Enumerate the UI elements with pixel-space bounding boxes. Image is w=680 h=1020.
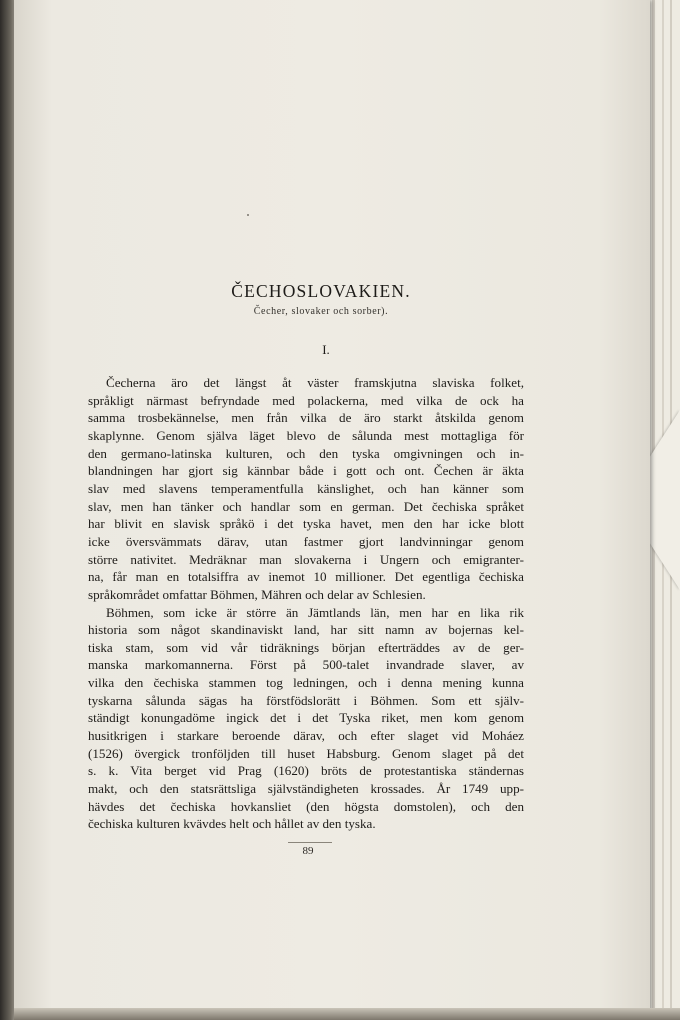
body-line: hävdes det čechiska hovkansliet (den högsta domstolen), och den — [88, 798, 524, 814]
body-line: har blivit en slavisk språkö i det tyska havet, men den har icke blott — [88, 516, 524, 532]
body-line: ständigt konungadöme ingick det i det Tyska riket, men kom genom — [88, 710, 524, 726]
body-line: vilka den čechiska stammen tog ledningen, och i denna mening kunna — [88, 675, 524, 690]
body-line: samma trosbekännelse, men från vilka de äro starkt åtskilda genom — [88, 410, 524, 426]
body-line: (1526) övergick tronföljden till huset Habsburg. Genom slaget på det — [88, 745, 524, 761]
body-line: makt, och den statsrättsliga självständigheten krossades. År 1749 upp- — [88, 781, 524, 796]
page-number-rule — [288, 842, 332, 843]
body-line: slav med slavens temperamentfulla känslighet, och han känner som — [88, 480, 524, 496]
paper-speck — [247, 214, 249, 216]
body-line: husitkrigen i starkare beroende därav, och efter slaget vid Moháez — [88, 728, 524, 743]
page-number: 89 — [302, 845, 314, 857]
body-line: språkligt närmast befryndade med polackerna, med vilka de ock ha — [88, 392, 524, 408]
book-page — [14, 0, 650, 1012]
body-line: den germano-latinska kulturen, och den tyska omgivningen och in- — [88, 445, 524, 461]
body-line: manska markomannerna. Först på 500-talet invandrade slaver, av — [88, 657, 524, 673]
body-line: blandningen har gjort sig kännbar både i gott och ont. Čechen är äkta — [88, 463, 524, 479]
body-line: čechiska kulturen kvävdes helt och hållet av den tyska. — [88, 816, 376, 832]
body-line: icke översvämmats därav, utan fastmer gjort landvinningar genom — [88, 533, 524, 549]
body-line: språkområdet omfattar Böhmen, Mähren och delar av Schlesien. — [88, 586, 426, 602]
chapter-subtitle: Čecher, slovaker och sorber). — [253, 306, 389, 317]
body-line: större nativitet. Medräknar man slovakerna i Ungern och emigranter- — [88, 551, 524, 567]
body-line: slav, men han tänker och handlar som en german. Det čechiska språket — [88, 498, 524, 514]
body-line: s. k. Vita berget vid Prag (1620) bröts de protestantiska ständernas — [88, 763, 524, 779]
body-line: historia som något skandinaviskt land, har sitt namn av bojernas kel- — [88, 622, 524, 638]
body-line: tiska stam, som vid vår tidräknings början efterträddes av de ger- — [88, 639, 524, 655]
section-number: I. — [322, 342, 330, 357]
body-line: na, får man en totalsiffra av inemot 10 millioner. Det egentliga čechiska — [88, 569, 524, 585]
body-line: Čecherna äro det längst åt väster framskjutna slaviska folket, — [106, 375, 524, 390]
chapter-title: ČECHOSLOVAKIEN. — [231, 281, 411, 301]
body-line: Böhmen, som icke är större än Jämtlands län, men har en lika rik — [106, 604, 524, 620]
body-line: tyskarna sålunda sägas ha förstfödslorätt i Böhmen. Som ett själv- — [88, 692, 524, 708]
body-line: skaplynne. Genom själva läget blevo de sålunda mest mottagliga för — [88, 427, 524, 443]
book-bottom-edge — [14, 1008, 680, 1020]
